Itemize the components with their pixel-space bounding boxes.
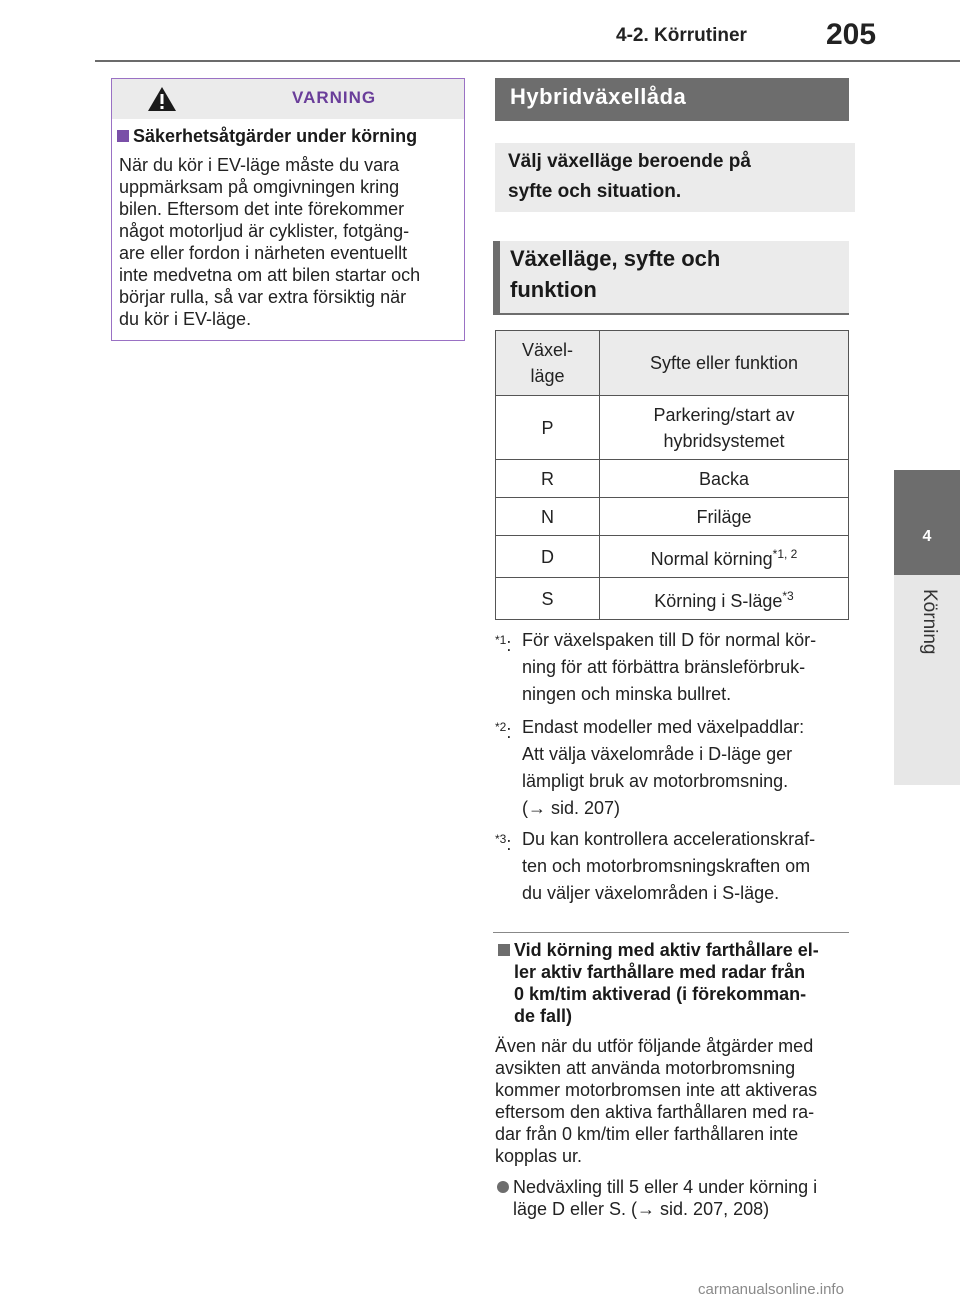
- section-heading-line: 0 km/tim aktiverad (i förekomman-: [514, 984, 807, 1004]
- warning-box: [111, 78, 465, 341]
- mode-cell: S: [496, 578, 600, 620]
- table-row: [496, 498, 849, 536]
- column-header-mode: [496, 331, 600, 396]
- page-number: 205: [826, 18, 877, 51]
- table-row: [496, 536, 849, 578]
- warning-text: [119, 154, 459, 330]
- warning-subtitle-row: [117, 126, 417, 147]
- body-line: dar från 0 km/tim eller farthållaren inte: [495, 1124, 799, 1144]
- purpose-cell: [600, 536, 849, 578]
- footnote-text: [495, 826, 850, 907]
- footnote: [495, 627, 850, 708]
- warning-header: [112, 79, 464, 119]
- purpose-line: hybridsystemet: [663, 430, 785, 451]
- section-header: 4-2. Körrutiner: [616, 25, 747, 46]
- body-line: kommer motorbromsen inte att aktiveras: [495, 1080, 818, 1100]
- mode-cell: P: [496, 396, 600, 460]
- body-line: Även när du utför följande åtgärder med: [495, 1036, 814, 1056]
- footnote-line: du väljer växelområden i S-läge.: [522, 883, 780, 903]
- column-header-mode-line: Växel-: [521, 340, 574, 360]
- warning-line: något motorljud är cyklister, fotgäng-: [119, 221, 410, 241]
- section-heading-line: de fall): [514, 1006, 573, 1026]
- body-line: kopplas ur.: [495, 1146, 583, 1166]
- footnote-marker: $^{*3}$:: [495, 832, 512, 854]
- section-divider: [493, 932, 849, 933]
- footnote-line: Att välja växelområde i D-läge ger: [522, 744, 793, 764]
- intro-box: [495, 143, 855, 212]
- intro-line: Välj växelläge beroende på: [508, 151, 751, 172]
- warning-line: du kör i EV-läge.: [119, 309, 252, 329]
- purpose-cell: Backa: [600, 460, 849, 498]
- chapter-tab-label: Körning: [919, 589, 940, 655]
- table-row: [496, 460, 849, 498]
- subheading-box: [493, 241, 849, 315]
- footnote-marker-sup: *2: [495, 720, 507, 734]
- bullet-line: läge D eller S. (→ sid. 207, 208): [513, 1199, 770, 1219]
- warning-line: uppmärksam på omgivningen kring: [119, 177, 400, 197]
- column-header-mode-line: läge: [530, 366, 565, 386]
- purpose-text: Normal körning: [650, 549, 773, 569]
- chapter-tab: [894, 575, 960, 785]
- section-heading-text: [498, 939, 850, 1027]
- intro-line: syfte och situation.: [508, 181, 682, 202]
- footnote-text: [495, 714, 850, 822]
- warning-line: are eller fordon i närheten eventuellt: [119, 243, 408, 263]
- body-line: avsikten att använda motorbromsning: [495, 1058, 796, 1078]
- footnote-line: (→ sid. 207): [522, 798, 621, 818]
- footnote-line: Endast modeller med växelpaddlar:: [522, 717, 805, 737]
- header-rule: [95, 60, 960, 62]
- section-heading-line: ler aktiv farthållare med radar från: [514, 962, 806, 982]
- footnote-text: [495, 627, 850, 708]
- footnote-line: ten och motorbromsningskraften om: [522, 856, 811, 876]
- square-bullet-icon: [117, 130, 129, 142]
- footnote: [495, 826, 850, 907]
- footnote-marker: $^{*2}$:: [495, 720, 512, 742]
- footnote: [495, 714, 850, 822]
- section-heading-line: Vid körning med aktiv farthållare el-: [514, 940, 819, 960]
- subheading-line: funktion: [510, 277, 597, 302]
- chapter-tab-number: 4: [894, 470, 960, 575]
- purpose-text: Körning i S-läge: [654, 591, 783, 611]
- purpose-cell: [600, 578, 849, 620]
- warning-subtitle: Säkerhetsåtgärder under körning: [133, 126, 418, 146]
- subheading-line: Växelläge, syfte och: [510, 246, 721, 271]
- gear-mode-table: [495, 330, 849, 620]
- footnote-line: Du kan kontrollera accelerationskraf-: [522, 829, 816, 849]
- page-heading: Hybridväxellåda: [495, 78, 849, 121]
- section-body: [495, 1035, 850, 1167]
- body-line: eftersom den aktiva farthållaren med ra-: [495, 1102, 815, 1122]
- footnote-line: För växelspaken till D för normal kör-: [522, 630, 817, 650]
- warning-line: När du kör i EV-läge måste du vara: [119, 155, 400, 175]
- mode-cell: D: [496, 536, 600, 578]
- purpose-cell: [600, 396, 849, 460]
- warning-line: bilen. Eftersom det inte förekommer: [119, 199, 405, 219]
- purpose-cell: Friläge: [600, 498, 849, 536]
- table-row: [496, 396, 849, 460]
- warning-line: börjar rulla, så var extra försiktig när: [119, 287, 407, 307]
- footnote-line: ning för att förbättra bränsleförbruk-: [522, 657, 806, 677]
- footnote-marker: $^{*1}$:: [495, 633, 512, 655]
- round-bullet-icon: [497, 1181, 509, 1193]
- bullet-text: [513, 1176, 849, 1220]
- footnote-ref: *3: [782, 589, 794, 603]
- watermark: carmanualsonline.info: [698, 1281, 844, 1298]
- footnote-marker-sup: *3: [495, 832, 507, 846]
- bullet-line: Nedväxling till 5 eller 4 under körning i: [513, 1177, 818, 1197]
- footnote-line: lämpligt bruk av motorbromsning.: [522, 771, 789, 791]
- warning-line: inte medvetna om att bilen startar och: [119, 265, 421, 285]
- square-bullet-icon: [498, 944, 510, 956]
- footnote-marker-sup: *1: [495, 633, 507, 647]
- table-header-row: [496, 331, 849, 396]
- footnote-line: ningen och minska bullret.: [522, 684, 732, 704]
- section-heading: [498, 939, 850, 1027]
- purpose-line: Parkering/start av: [653, 404, 795, 425]
- column-header-purpose: Syfte eller funktion: [600, 331, 849, 396]
- warning-title: VARNING: [292, 88, 377, 107]
- mode-cell: R: [496, 460, 600, 498]
- warning-triangle-icon: [147, 85, 177, 113]
- footnote-ref: *1, 2: [772, 547, 798, 561]
- mode-cell: N: [496, 498, 600, 536]
- table-row: [496, 578, 849, 620]
